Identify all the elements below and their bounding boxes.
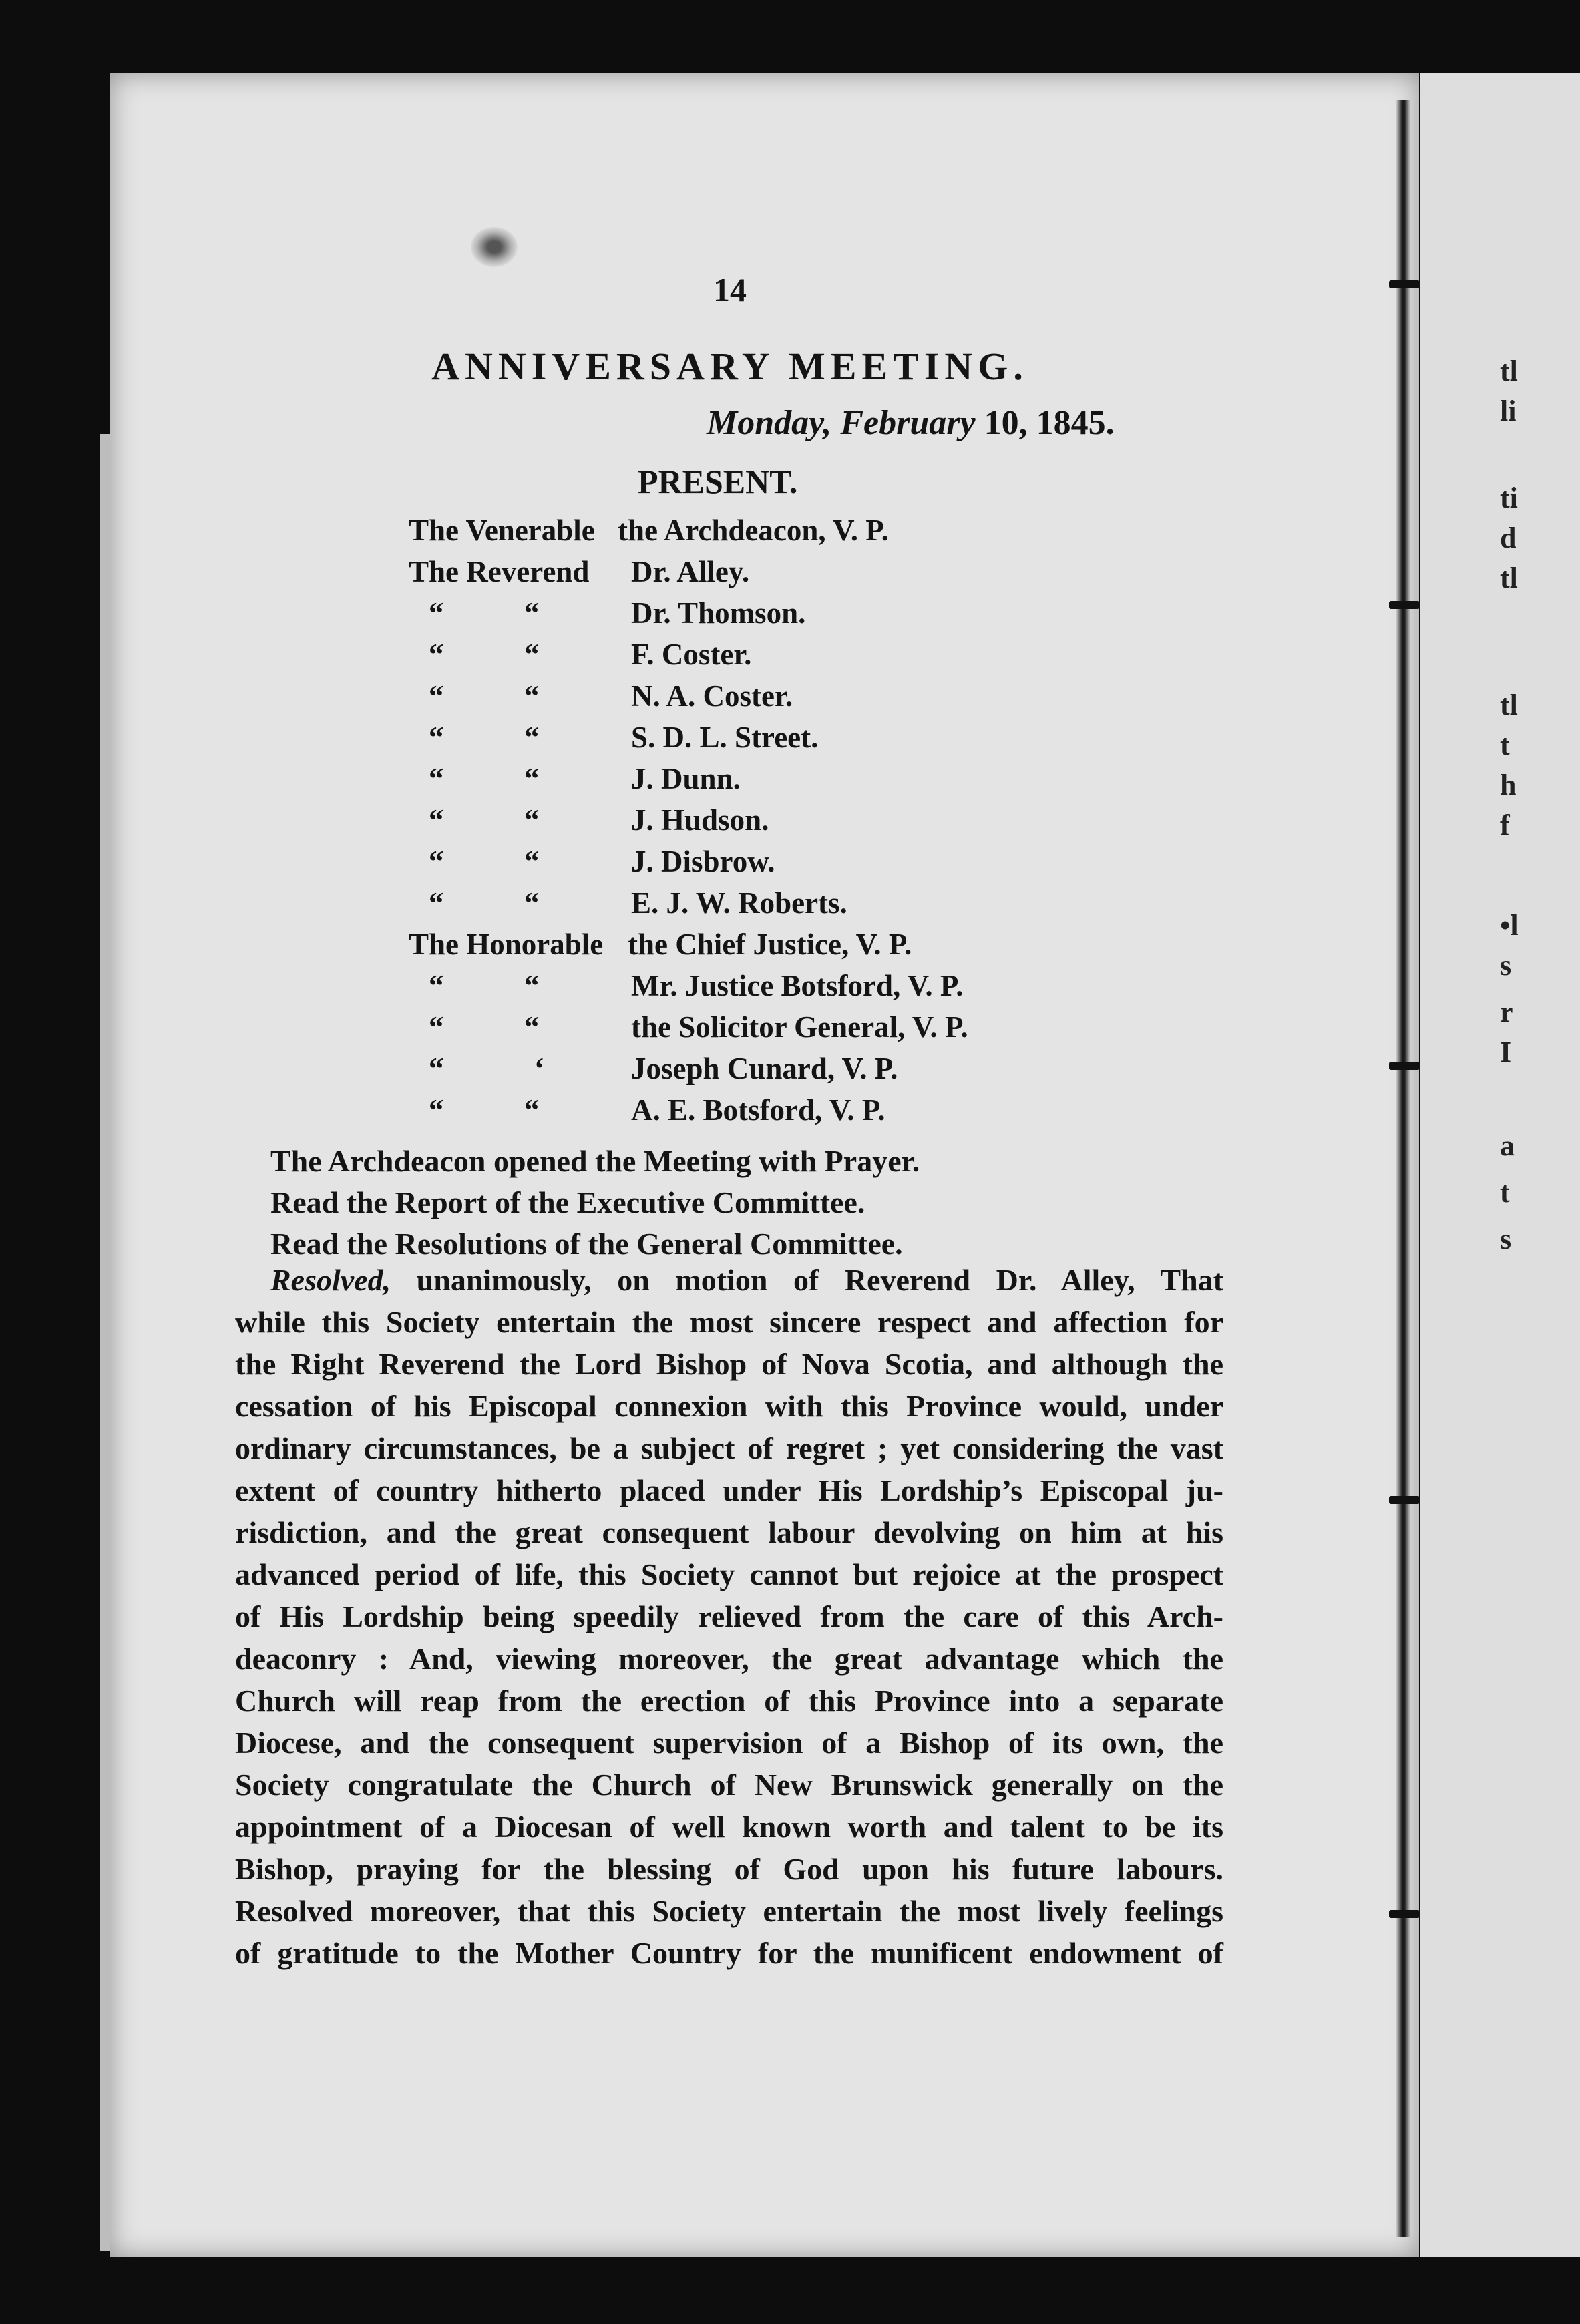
proceeding-line: The Archdeacon opened the Meeting with Prayer. [270, 1144, 920, 1178]
facing-page-fragment: s [1500, 1223, 1512, 1255]
facing-page-fragment: t [1500, 1176, 1510, 1209]
ditto-mark: “ [524, 596, 540, 630]
ditto-mark: “ [429, 1052, 444, 1085]
section-heading: ANNIVERSARY MEETING. [431, 345, 1028, 388]
facing-page-fragment: d [1500, 522, 1517, 554]
attendee-name: S. D. L. Street. [631, 721, 819, 754]
resolution-line: appointment of a Diocesan of well known worth and talent to be its [235, 1810, 1223, 1844]
ditto-mark: “ [429, 721, 444, 754]
binding-stitch [1389, 601, 1420, 609]
ditto-mark: “ [429, 1010, 444, 1044]
resolution-lead: Resolved, [270, 1263, 391, 1297]
meeting-date-day: Monday, [707, 404, 832, 442]
resolution-line: Society congratulate the Church of New Brunswick generally on the [235, 1768, 1223, 1802]
facing-page-fragment: s [1500, 949, 1512, 982]
attendee-name: the Archdeacon, V. P. [618, 514, 889, 547]
attendee-name: J. Hudson. [631, 803, 769, 837]
resolution-first-line [235, 1259, 1223, 1301]
attendee-name: A. E. Botsford, V. P. [631, 1093, 885, 1127]
ditto-mark: “ [524, 1093, 540, 1127]
meeting-date-month: February [840, 404, 976, 442]
ditto-mark: “ [524, 969, 540, 1002]
ditto-mark: “ [524, 721, 540, 754]
resolution-line: Church will reap from the erection of this Province into a separate [235, 1684, 1223, 1718]
facing-page-fragment: f [1500, 809, 1510, 841]
binding-stitch [1389, 1496, 1420, 1504]
ditto-mark: “ [429, 1093, 444, 1127]
resolution-line: ordinary circumstances, be a subject of regret ; yet considering the vast [235, 1431, 1223, 1465]
resolution-line: of gratitude to the Mother Country for the munificent endowment of [235, 1936, 1223, 1970]
attendee-name: J. Disbrow. [631, 845, 775, 878]
facing-page-fragment: li [1500, 395, 1517, 427]
facing-page [1420, 73, 1580, 2257]
facing-page-fragment: tl [1500, 562, 1518, 594]
attendee-name: Dr. Thomson. [631, 596, 806, 630]
attendee-name: N. A. Coster. [631, 679, 793, 713]
ditto-mark: “ [524, 845, 540, 878]
ditto-mark: “ [429, 638, 444, 671]
proceeding-line: Read the Report of the Executive Committee. [270, 1185, 865, 1219]
page-number: 14 [713, 271, 747, 309]
resolution-line: advanced period of life, this Society cannot but rejoice at the prospect [235, 1557, 1223, 1591]
ditto-mark: “ [429, 803, 444, 837]
meeting-date [707, 403, 1115, 443]
meeting-date-rest: 10, 1845. [984, 404, 1115, 442]
ditto-mark: “ [524, 679, 540, 713]
ditto-mark: “ [524, 1010, 540, 1044]
ditto-mark: “ [524, 762, 540, 795]
facing-page-fragment: t [1500, 729, 1510, 761]
facing-page-fragment: h [1500, 769, 1517, 801]
ditto-mark: ‘ [534, 1052, 544, 1085]
attendee-name: F. Coster. [631, 638, 752, 671]
ink-smudge [471, 227, 518, 267]
resolution-first-line-rest: unanimously, on motion of Reverend Dr. Alley, That [391, 1263, 1223, 1297]
resolution-line: risdiction, and the great consequent labour devolving on him at his [235, 1515, 1223, 1549]
facing-page-fragment: ti [1500, 481, 1518, 514]
attendee-name: the Solicitor General, V. P. [631, 1010, 968, 1044]
facing-page-fragment: a [1500, 1129, 1515, 1162]
present-heading: PRESENT. [638, 463, 798, 500]
attendee-name: Dr. Alley. [631, 555, 750, 588]
facing-page-fragment: •l [1500, 909, 1519, 942]
facing-page-fragment: I [1500, 1036, 1512, 1069]
binding-stitch [1389, 1062, 1420, 1070]
resolution-paragraph [235, 1259, 1223, 1974]
resolution-line: Diocese, and the consequent supervision of a Bishop of its own, the [235, 1726, 1223, 1760]
ditto-mark: “ [524, 803, 540, 837]
ditto-mark: “ [429, 969, 444, 1002]
facing-page-fragment: tl [1500, 689, 1518, 721]
ditto-mark: “ [429, 886, 444, 920]
attendee-name: J. Dunn. [631, 762, 741, 795]
ditto-mark: “ [524, 886, 540, 920]
attendee-title: The Honorable [409, 928, 604, 961]
attendee-title: The Venerable [409, 514, 595, 547]
attendee-title: The Reverend [409, 555, 590, 588]
resolution-line: of His Lordship being speedily relieved from the care of this Arch- [235, 1599, 1223, 1633]
attendee-name: Mr. Justice Botsford, V. P. [631, 969, 964, 1002]
facing-page-fragment: r [1500, 996, 1513, 1028]
attendee-name: E. J. W. Roberts. [631, 886, 847, 920]
resolution-line: deaconry : And, viewing moreover, the great advantage which the [235, 1641, 1223, 1676]
binding-stitch [1389, 280, 1420, 288]
ditto-mark: “ [429, 679, 444, 713]
binding-stitch [1389, 1910, 1420, 1918]
attendee-name: the Chief Justice, V. P. [628, 928, 912, 961]
resolution-line: the Right Reverend the Lord Bishop of Nova Scotia, and although the [235, 1347, 1223, 1381]
ditto-mark: “ [429, 845, 444, 878]
resolution-line: Resolved moreover, that this Society entertain the most lively feelings [235, 1894, 1223, 1928]
resolution-line: Bishop, praying for the blessing of God upon his future labours. [235, 1852, 1223, 1886]
ditto-mark: “ [429, 596, 444, 630]
resolution-line: extent of country hitherto placed under His Lordship’s Episcopal ju- [235, 1473, 1223, 1507]
attendee-name: Joseph Cunard, V. P. [631, 1052, 898, 1085]
ditto-mark: “ [429, 762, 444, 795]
resolution-line: cessation of his Episcopal connexion with this Province would, under [235, 1389, 1223, 1423]
proceeding-line: Read the Resolutions of the General Committee. [270, 1227, 903, 1261]
resolution-line: while this Society entertain the most sincere respect and affection for [235, 1305, 1223, 1339]
facing-page-fragment: tl [1500, 355, 1518, 387]
ditto-mark: “ [524, 638, 540, 671]
